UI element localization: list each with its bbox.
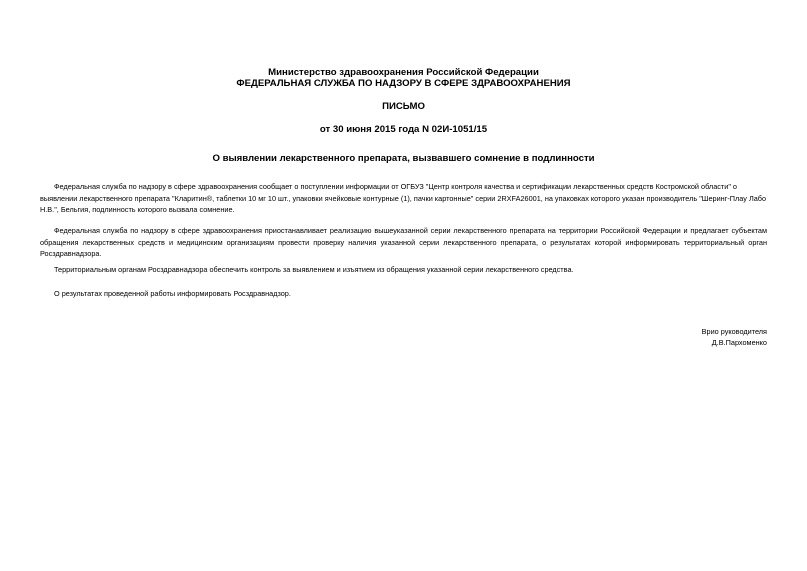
body-paragraph: Территориальным органам Росздравнадзора обеспечить контроль за выявлением и изъятием из обращения указанной серии лекарственного средства. bbox=[54, 265, 574, 274]
signatory-title: Врио руководителя bbox=[701, 327, 767, 336]
signatory-name: Д.В.Пархоменко bbox=[711, 338, 767, 347]
body-paragraph: Федеральная служба по надзору в сфере здравоохранения приостанавливает реализацию вышеуказанной серии лекарственного препарата на территории Российской Федерации и предлагает субъектам обращения лекарственных средств и медицинским организациям провести проверку наличия указанной серии лекарственного препарата, о результатах которой информировать территориальный орган Росздравнадзора. bbox=[40, 226, 767, 258]
service-name: ФЕДЕРАЛЬНАЯ СЛУЖБА ПО НАДЗОРУ В СФЕРЕ ЗДРАВООХРАНЕНИЯ bbox=[236, 78, 571, 89]
body-paragraph: Федеральная служба по надзору в сфере здравоохранения сообщает о поступлении информации от ОГБУЗ "Центр контроля качества и сертификации лекарственных средств Костромской области" о выявлении лекарственного препарата "Кларитин®, таблетки 10 мг 10 шт., упаковки ячейковые контурные (1), пачки картонные" серии 2RXFA26001, на упаковках которого указан производитель "Шеринг-Плау Лабо Н.В.", Бельгия, подлинность которого вызвала сомнение. bbox=[40, 182, 767, 214]
ministry-name: Министерство здравоохранения Российской Федерации bbox=[268, 67, 539, 78]
body-paragraph: О результатах проведенной работы информировать Росздравнадзор. bbox=[54, 289, 291, 298]
document-subject: О выявлении лекарственного препарата, вызвавшего сомнение в подлинности bbox=[212, 153, 595, 164]
document-type: ПИСЬМО bbox=[382, 101, 425, 112]
document-date-number: от 30 июня 2015 года N 02И-1051/15 bbox=[319, 124, 488, 135]
